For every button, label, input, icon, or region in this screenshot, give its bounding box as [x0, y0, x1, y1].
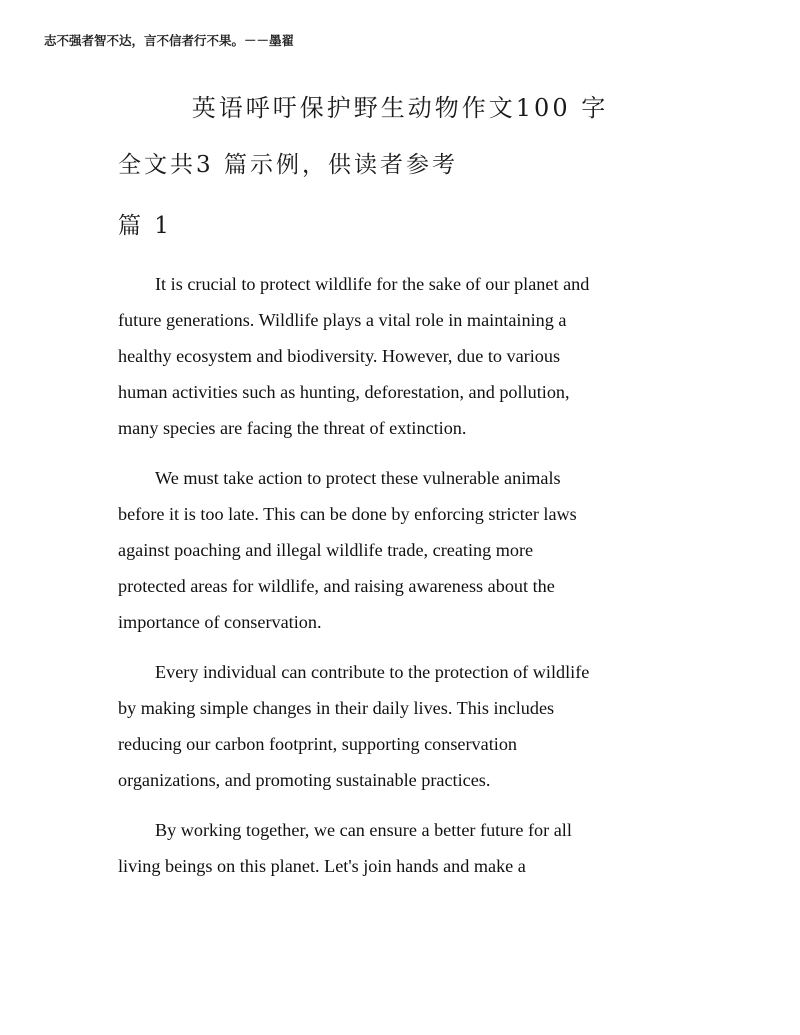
text-line: against poaching and illegal wildlife trade, creating more [118, 540, 534, 560]
text-line: before it is too late. This can be done by enforcing stricter laws [118, 504, 577, 524]
text-line: We must take action to protect these vulnerable animals [155, 468, 561, 488]
text-line: healthy ecosystem and biodiversity. However, due to various [118, 346, 561, 366]
page-header-quote: 志不强者智不达，言不信者行不果。－－墨翟 [44, 33, 295, 48]
text-line: importance of conservation. [118, 612, 322, 632]
paragraph-3 [118, 654, 598, 798]
document-body [118, 266, 598, 898]
text-line: human activities such as hunting, deforestation, and pollution, [118, 382, 570, 402]
document-title: 英语呼吁保护野生动物作文100 字 [191, 94, 609, 122]
paragraph-1 [118, 266, 598, 446]
text-line: by making simple changes in their daily lives. This includes [118, 698, 555, 718]
text-line: living beings on this planet. Let's join hands and make a [118, 856, 526, 876]
text-line: future generations. Wildlife plays a vital role in maintaining a [118, 310, 567, 330]
text-line: protected areas for wildlife, and raising awareness about the [118, 576, 555, 596]
paragraph-2 [118, 460, 598, 640]
text-line: organizations, and promoting sustainable practices. [118, 770, 491, 790]
text-line: reducing our carbon footprint, supporting conservation [118, 734, 518, 754]
section-heading: 篇 1 [118, 213, 172, 239]
text-line: It is crucial to protect wildlife for the sake of our planet and [155, 274, 590, 294]
paragraph-4 [118, 812, 598, 884]
document-subtitle: 全文共3 篇示例，供读者参考 [118, 152, 458, 178]
text-line: Every individual can contribute to the protection of wildlife [155, 662, 590, 682]
text-line: By working together, we can ensure a better future for all [155, 820, 572, 840]
text-line: many species are facing the threat of extinction. [118, 418, 467, 438]
